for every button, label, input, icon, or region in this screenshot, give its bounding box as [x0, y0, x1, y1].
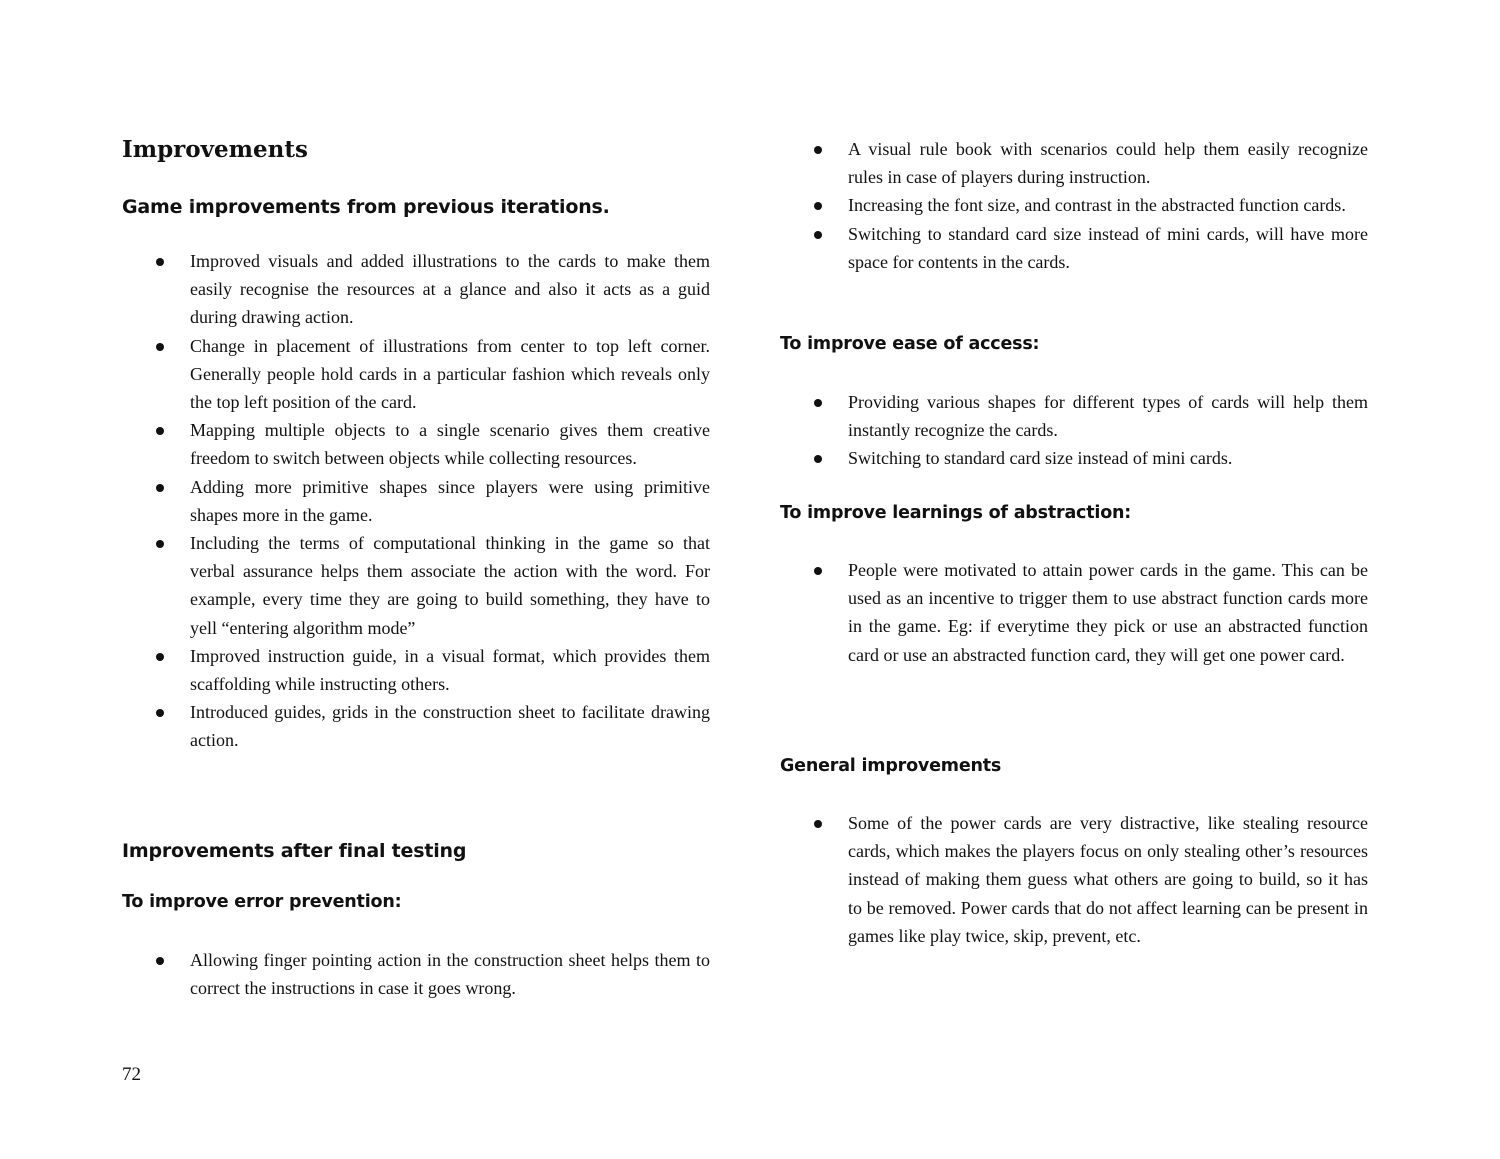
- list-item: [780, 191, 1368, 219]
- list-item: [122, 529, 710, 642]
- list-item-text: Improved instruction guide, in a visual format, which provides them scaffolding while instructing others.: [190, 645, 710, 695]
- bullet-icon: [814, 455, 822, 463]
- list-item-text: People were motivated to attain power cards in the game. This can be used as an incentive to trigger them to use abstract function cards more in the game. Eg: if everytime they pick or use an abstracted function card or use an abstracted function card, they will get one power card.: [848, 560, 1368, 665]
- list-item: [122, 247, 710, 332]
- list-item-text: Allowing finger pointing action in the construction sheet helps them to correct the instructions in case it goes wrong.: [190, 950, 710, 999]
- list-item-text: Some of the power cards are very distractive, like stealing resource cards, which makes the players focus on only stealing other’s resources instead of making them guess what others are going to build, so it has to be removed. Power cards that do not affect learning can be present in games like play twice, skip, prevent, etc.: [848, 813, 1368, 946]
- list-item: [122, 698, 710, 754]
- page-number: 72: [122, 1064, 141, 1085]
- bullet-icon: [814, 202, 822, 210]
- game-improvements-list: [122, 247, 710, 755]
- game-improvements-heading: Game improvements from previous iterations.: [122, 196, 610, 218]
- list-item-text: Adding more primitive shapes since players were using primitive shapes more in the game.: [190, 476, 710, 525]
- bullet-icon: [814, 820, 822, 828]
- bullet-icon: [156, 484, 164, 492]
- list-item: [122, 332, 710, 417]
- page-title: Improvements: [122, 136, 308, 163]
- final-testing-heading: Improvements after final testing: [122, 840, 467, 862]
- bullet-icon: [156, 258, 164, 266]
- general-improvements-list: [780, 809, 1368, 950]
- list-item: [780, 809, 1368, 950]
- list-item: [122, 642, 710, 698]
- bullet-icon: [156, 653, 164, 661]
- bullet-icon: [156, 709, 164, 717]
- list-item: [780, 556, 1368, 669]
- list-item-text: Switching to standard card size instead of mini cards, will have more space for contents in the cards.: [848, 223, 1368, 272]
- bullet-icon: [814, 231, 822, 239]
- list-item: [122, 416, 710, 472]
- list-item-text: Switching to standard card size instead of mini cards.: [848, 448, 1233, 469]
- bullet-icon: [814, 567, 822, 575]
- ease-of-access-list: [780, 388, 1368, 473]
- list-item: [780, 444, 1368, 472]
- list-item-text: A visual rule book with scenarios could help them easily recognize rules in case of players during instruction.: [848, 139, 1368, 188]
- abstraction-list: [780, 556, 1368, 669]
- bullet-icon: [156, 957, 164, 965]
- list-item: [780, 135, 1368, 191]
- error-prevention-heading: To improve error prevention:: [122, 892, 402, 912]
- list-item-text: Introduced guides, grids in the construction sheet to facilitate drawing action.: [190, 702, 710, 751]
- list-item: [780, 388, 1368, 444]
- list-item-text: Including the terms of computational thinking in the game so that verbal assurance helps them associate the action with the word. For example, every time they are going to build something, they have to yell “entering algorithm mode”: [190, 533, 710, 638]
- list-item-text: Improved visuals and added illustrations to the cards to make them easily recognise the resources at a glance and also it acts as a guid during drawing action.: [190, 251, 710, 328]
- list-item: [122, 946, 710, 1002]
- abstraction-heading: To improve learnings of abstraction:: [780, 503, 1132, 523]
- bullet-icon: [814, 399, 822, 407]
- bullet-icon: [156, 343, 164, 351]
- bullet-icon: [156, 540, 164, 548]
- bullet-icon: [814, 146, 822, 154]
- list-item-text: Providing various shapes for different types of cards will help them instantly recognize the cards.: [848, 392, 1368, 441]
- bullet-icon: [156, 427, 164, 435]
- list-item: [780, 220, 1368, 276]
- list-item-text: Change in placement of illustrations from center to top left corner. Generally people hold cards in a particular fashion which reveals only the top left position of the card.: [190, 335, 710, 413]
- list-item: [122, 473, 710, 529]
- ease-of-access-heading: To improve ease of access:: [780, 334, 1040, 354]
- continued-list: [780, 135, 1368, 276]
- list-item-text: Increasing the font size, and contrast in the abstracted function cards.: [848, 195, 1346, 216]
- error-prevention-list: [122, 946, 710, 1002]
- list-item-text: Mapping multiple objects to a single scenario gives them creative freedom to switch between objects while collecting resources.: [190, 420, 710, 469]
- general-improvements-heading: General improvements: [780, 756, 1002, 776]
